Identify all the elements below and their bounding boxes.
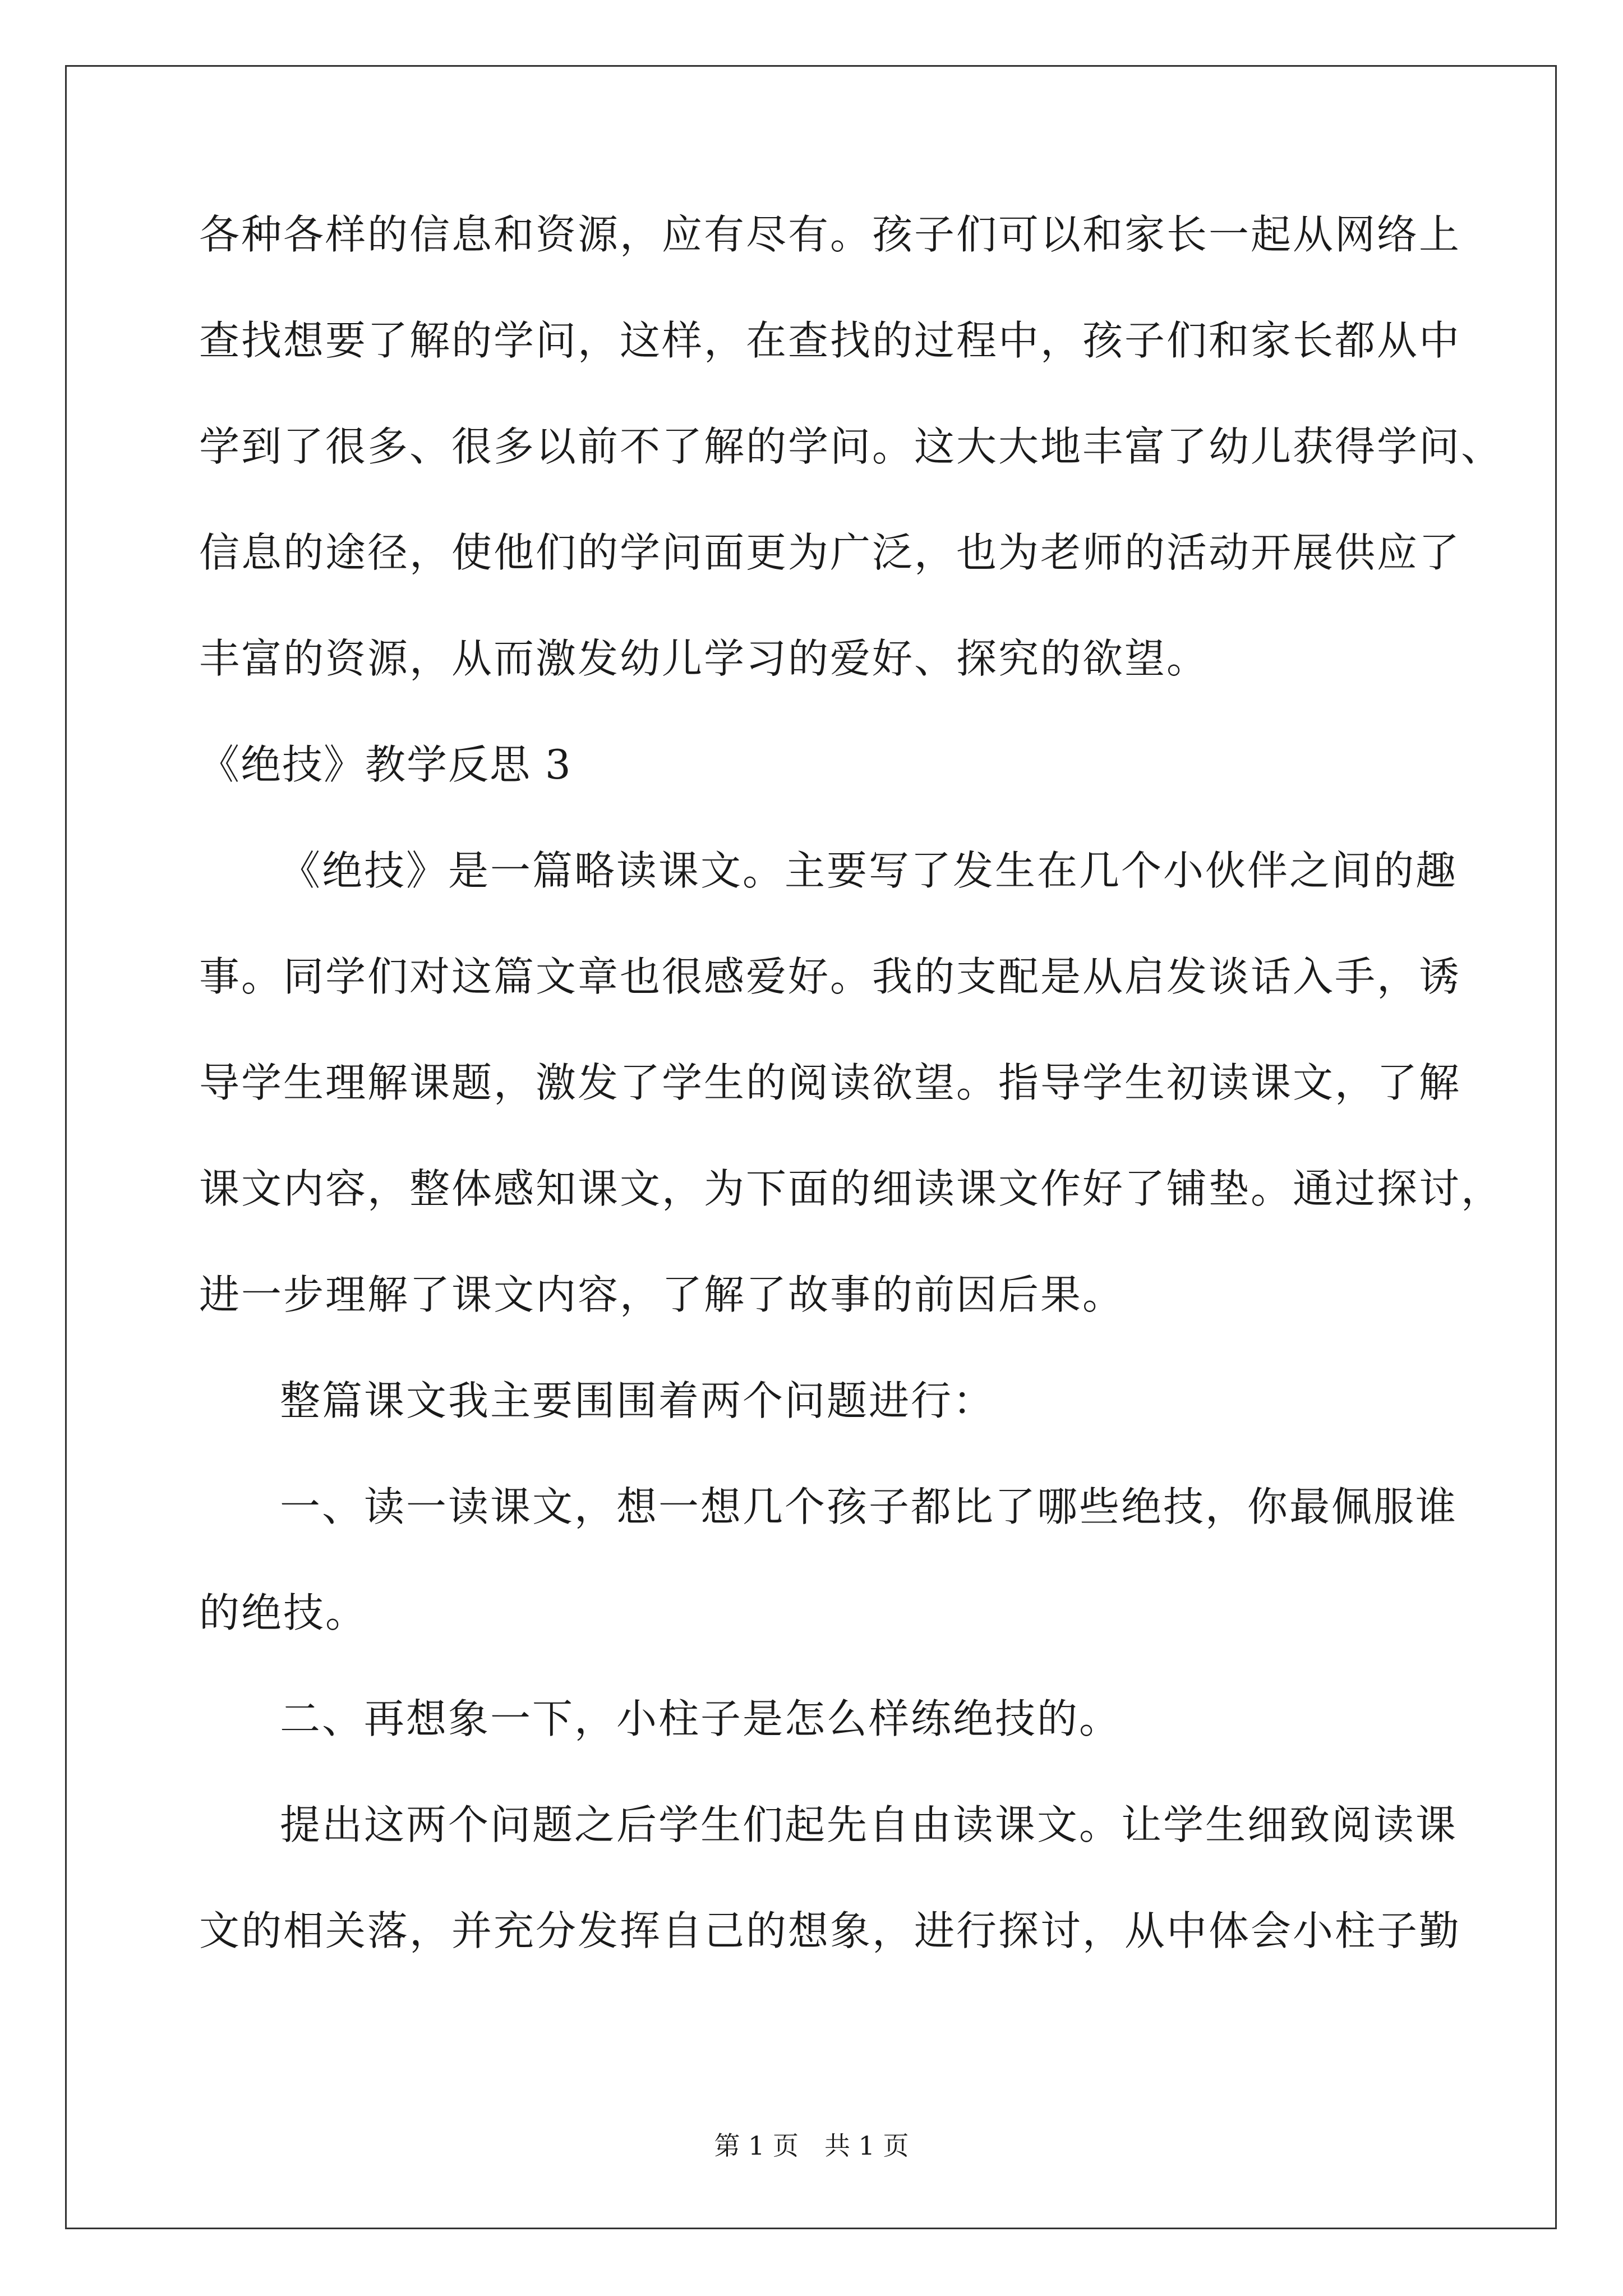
page-number-footer: 第 1 页 共 1 页 bbox=[714, 2131, 909, 2161]
text-line-13: 一、读一读课文，想一想几个孩子都比了哪些绝技，你最佩服谁 bbox=[280, 1483, 1458, 1530]
text-line-9: 导学生理解课题，激发了学生的阅读欲望。指导学生初读课文，了解 bbox=[199, 1059, 1461, 1106]
section-heading: 《绝技》教学反思 3 bbox=[199, 741, 572, 788]
text-line-1: 各种各样的信息和资源，应有尽有。孩子们可以和家长一起从网络上 bbox=[199, 211, 1461, 258]
text-line-4: 信息的途径，使他们的学问面更为广泛，也为老师的活动开展供应了 bbox=[199, 529, 1461, 576]
text-line-11: 进一步理解了课文内容，了解了故事的前因后果。 bbox=[199, 1271, 1125, 1318]
text-line-14: 的绝技。 bbox=[199, 1589, 368, 1636]
text-line-3: 学到了很多、很多以前不了解的学问。这大大地丰富了幼儿获得学问、 bbox=[199, 423, 1504, 470]
text-line-5: 丰富的资源，从而激发幼儿学习的爱好、探究的欲望。 bbox=[199, 635, 1209, 682]
text-line-7: 《绝技》是一篇略读课文。主要写了发生在几个小伙伴之间的趣 bbox=[280, 847, 1458, 894]
text-line-10: 课文内容，整体感知课文，为下面的细读课文作好了铺垫。通过探讨， bbox=[199, 1165, 1504, 1212]
text-line-8: 事。同学们对这篇文章也很感爱好。我的支配是从启发谈话入手，诱 bbox=[199, 953, 1461, 1000]
text-line-17: 文的相关落，并充分发挥自己的想象，进行探讨，从中体会小柱子勤 bbox=[199, 1907, 1461, 1954]
text-line-15: 二、再想象一下，小柱子是怎么样练绝技的。 bbox=[280, 1695, 1122, 1742]
text-line-12: 整篇课文我主要围围着两个问题进行： bbox=[280, 1377, 995, 1424]
text-line-2: 查找想要了解的学问，这样，在查找的过程中，孩子们和家长都从中 bbox=[199, 317, 1461, 364]
document-body bbox=[199, 208, 1504, 2010]
text-line-16: 提出这两个问题之后学生们起先自由读课文。让学生细致阅读课 bbox=[280, 1801, 1458, 1848]
